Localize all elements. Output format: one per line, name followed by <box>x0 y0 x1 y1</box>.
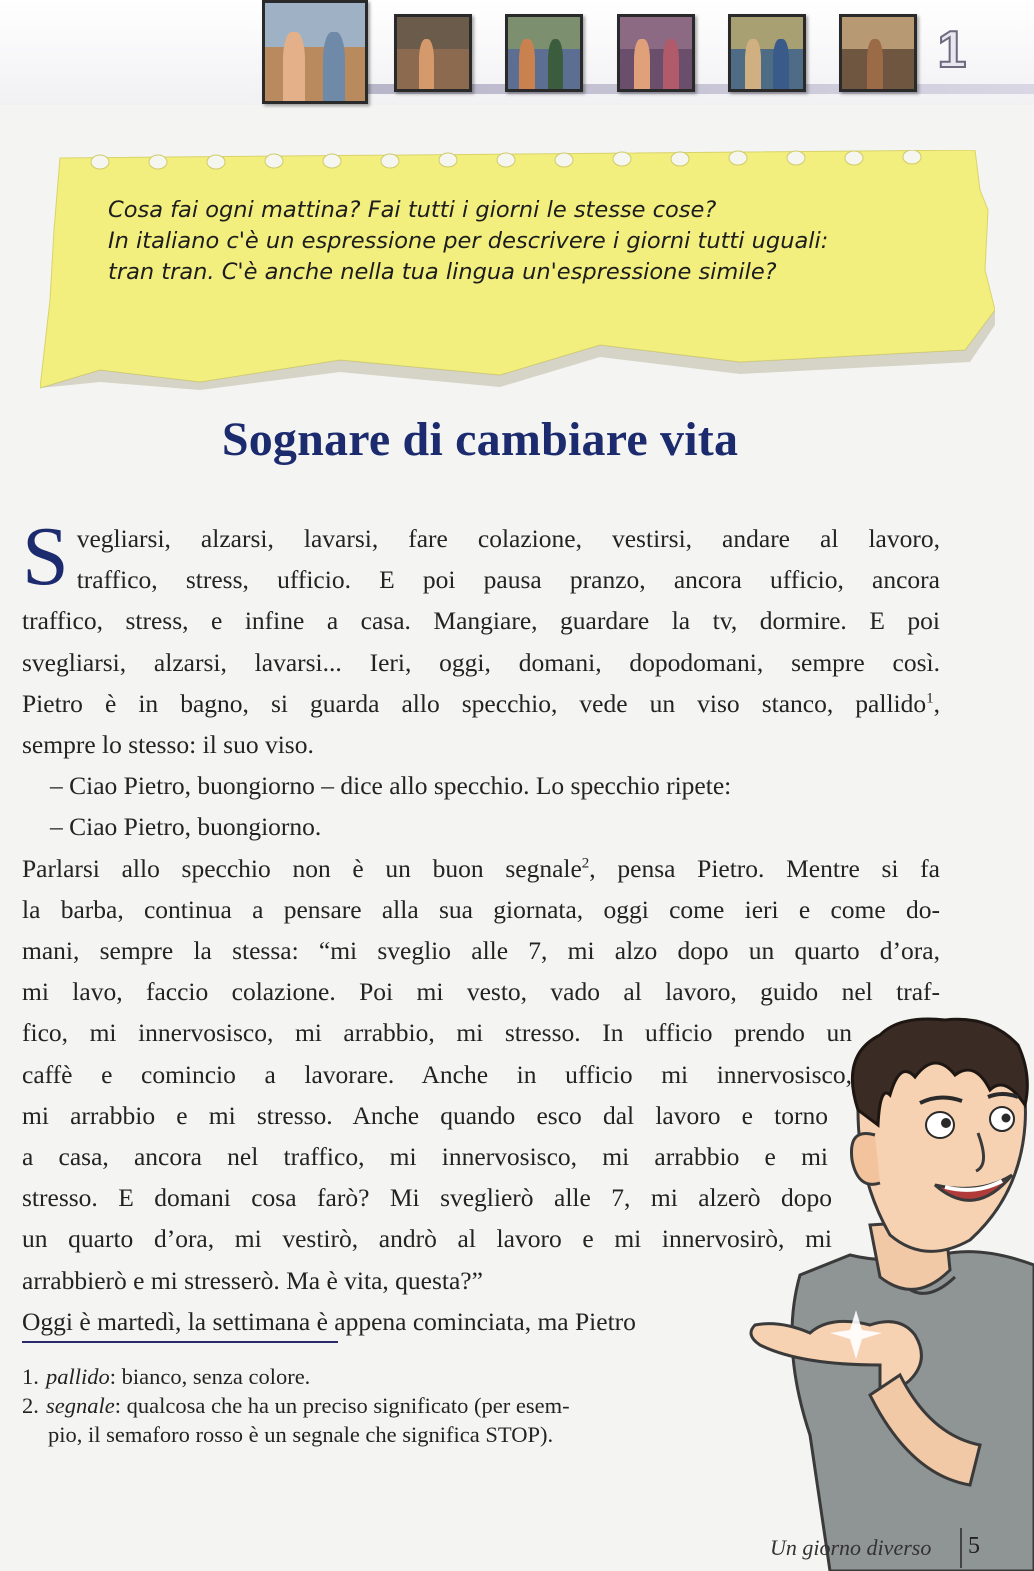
thumbnail-3 <box>505 14 583 92</box>
text-line: Oggi è martedì, la settimana è appena cominciata, ma Pietro <box>22 1306 636 1336</box>
text-line: svegliarsi, alzarsi, lavarsi... Ieri, oggi, domani, dopodomani, sempre così. <box>22 647 940 677</box>
thumbnail-2 <box>394 14 472 92</box>
footnote-term: segnale <box>46 1393 115 1418</box>
text-line: un quarto d’ora, mi vestirò, andrò al lavoro e mi innervosirò, mi <box>22 1224 832 1254</box>
text-line: arrabbierò e mi stresserò. Ma è vita, questa?” <box>22 1265 483 1295</box>
thumbnail-1 <box>262 0 368 104</box>
text-line: la barba, continua a pensare alla sua giornata, oggi come ieri e come do- <box>22 894 940 924</box>
chapter-title: Sognare di cambiare vita <box>221 413 739 466</box>
pietro-illustration <box>740 1015 1034 1571</box>
intro-sticky-note <box>40 150 995 390</box>
text-line: vegliarsi, alzarsi, lavarsi, fare colazione, vestirsi, andare al lavoro, <box>76 524 940 553</box>
footnote-1 <box>22 1362 712 1391</box>
thumbnail-6 <box>839 14 917 92</box>
chapter-number: 1 <box>937 21 967 79</box>
drop-cap: S <box>22 510 69 603</box>
text-line: stresso. E domani cosa farò? Mi sveglierò alle 7, mi alzerò dopo <box>22 1183 832 1213</box>
text-fragment: Parlarsi allo specchio non è un buon segnale <box>22 853 582 883</box>
footnotes <box>22 1362 712 1449</box>
footer-separator <box>960 1528 962 1568</box>
note-line-3: tran tran. C'è anche nella tua lingua un'espressione simile? <box>108 259 777 285</box>
footnote-number: 1. <box>22 1364 39 1389</box>
text-line: mi lavo, faccio colazione. Poi mi vesto, vado al lavoro, guido nel traf- <box>22 977 940 1007</box>
book-title: Un giorno diverso <box>770 1535 932 1560</box>
note-line-1: Cosa fai ogni mattina? Fai tutti i giorni le stesse cose? <box>108 197 717 223</box>
footnote-ref: 1 <box>926 690 934 707</box>
text-line: fico, mi innervosisco, mi arrabbio, mi stresso. In ufficio prendo un <box>22 1018 852 1048</box>
text-fragment: , <box>933 688 940 718</box>
text-line: a casa, ancora nel traffico, mi innervosisco, mi arrabbio e mi <box>22 1142 828 1172</box>
footnote-term: pallido <box>46 1364 110 1389</box>
footnote-number: 2. <box>22 1393 39 1418</box>
footnote-continuation: pio, il semaforo rosso è un segnale che significa STOP). <box>48 1422 554 1447</box>
footnote-ref: 2 <box>581 855 590 872</box>
text-fragment: Pietro è in bagno, si guarda allo specchio, vede un viso stanco, pallido <box>22 688 927 718</box>
footnote-definition: : bianco, senza colore. <box>109 1364 311 1389</box>
text-line <box>22 848 940 889</box>
text-fragment: , pensa Pietro. Mentre si fa <box>589 853 940 883</box>
footnote-2 <box>22 1391 712 1449</box>
page-number: 5 <box>968 1533 980 1559</box>
text-line: mi arrabbio e mi stresso. Anche quando esco dal lavoro e torno <box>22 1100 828 1130</box>
text-line: sempre lo stesso: il suo viso. <box>22 730 314 760</box>
chapter-header <box>0 0 1034 105</box>
text-line: mani, sempre la stessa: “mi sveglio alle 7, mi alzo dopo un quarto d’ora, <box>22 936 940 966</box>
note-line-2: In italiano c'è un espressione per descrivere i giorni tutti uguali: <box>108 228 829 254</box>
intro-questions <box>108 195 928 288</box>
dialogue-line: – Ciao Pietro, buongiorno – dice allo specchio. Lo specchio ripete: <box>50 771 732 801</box>
thumbnail-4 <box>617 14 695 92</box>
footnote-definition: : qualcosa che ha un preciso significato (per esem- <box>114 1393 570 1418</box>
text-line: traffico, stress, e infine a casa. Mangiare, guardare la tv, dormire. E poi <box>22 606 940 636</box>
text-line <box>22 683 940 724</box>
footnote-divider <box>22 1341 338 1343</box>
dialogue-line: – Ciao Pietro, buongiorno. <box>50 812 322 842</box>
thumbnail-5 <box>728 14 806 92</box>
text-line: caffè e comincio a lavorare. Anche in ufficio mi innervosisco, <box>22 1059 852 1089</box>
text-line: traffico, stress, ufficio. E poi pausa pranzo, ancora ufficio, ancora <box>76 565 940 595</box>
